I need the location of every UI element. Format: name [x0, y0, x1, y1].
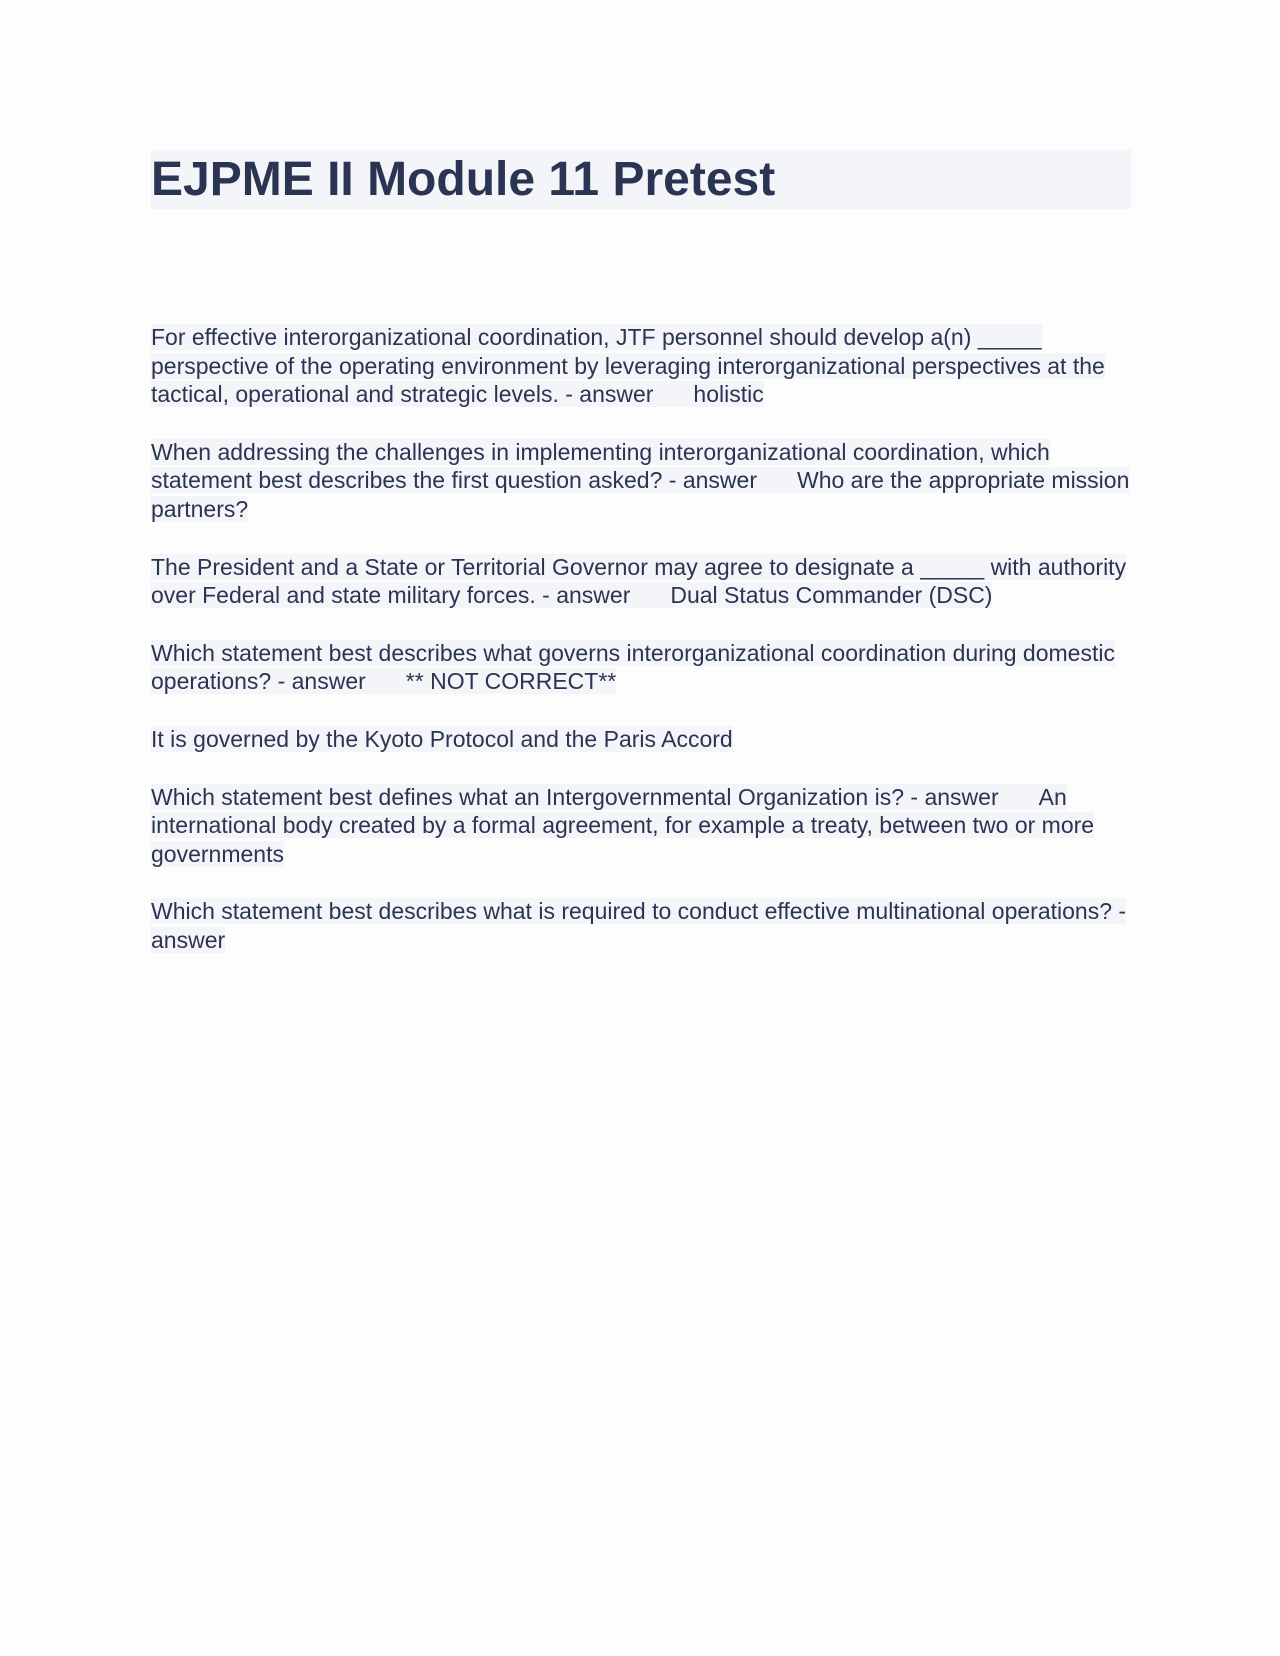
title-block: [151, 150, 1131, 209]
question-text: When addressing the challenges in implementing interorganizational coordination, which statement best describes the first question asked? - answer: [151, 438, 1050, 494]
qa-item-4: [151, 639, 1131, 696]
qa-item-2: [151, 438, 1131, 524]
answer-text: Dual Status Commander (DSC): [670, 582, 993, 609]
document-page: [151, 150, 1131, 984]
answer-text: holistic: [693, 381, 764, 408]
answer-text: ** NOT CORRECT**: [405, 668, 617, 695]
document-title: EJPME II Module 11 Pretest: [151, 153, 776, 206]
question-text: Which statement best describes what is required to conduct effective multinational operations? - answer: [151, 898, 1127, 953]
question-text: Which statement best defines what an Intergovernmental Organization is? - answer: [151, 783, 999, 810]
qa-item-7: [151, 897, 1131, 954]
question-text: Which statement best describes what governs interorganizational coordination during domestic operations? - answer: [151, 639, 1115, 695]
question-text: For effective interorganizational coordination, JTF personnel should develop a(n) _____ perspective of the operating environment by leveraging interorganizational perspectives at the tactical, operational and strategic levels. - answer: [151, 324, 1105, 408]
statement-text: It is governed by the Kyoto Protocol and the Paris Accord: [151, 725, 733, 752]
qa-item-3: [151, 553, 1131, 610]
qa-item-1: [151, 323, 1131, 409]
question-text: The President and a State or Territorial Governor may agree to designate a _____ with authority over Federal and state military forces. - answer: [151, 553, 1127, 609]
qa-item-5: [151, 725, 1131, 754]
answer-text: An international body created by a formal agreement, for example a treaty, between two or more governments: [151, 783, 1095, 867]
qa-list: [151, 323, 1131, 955]
answer-text: Who are the appropriate mission partners?: [151, 467, 1130, 522]
qa-item-6: [151, 783, 1131, 869]
